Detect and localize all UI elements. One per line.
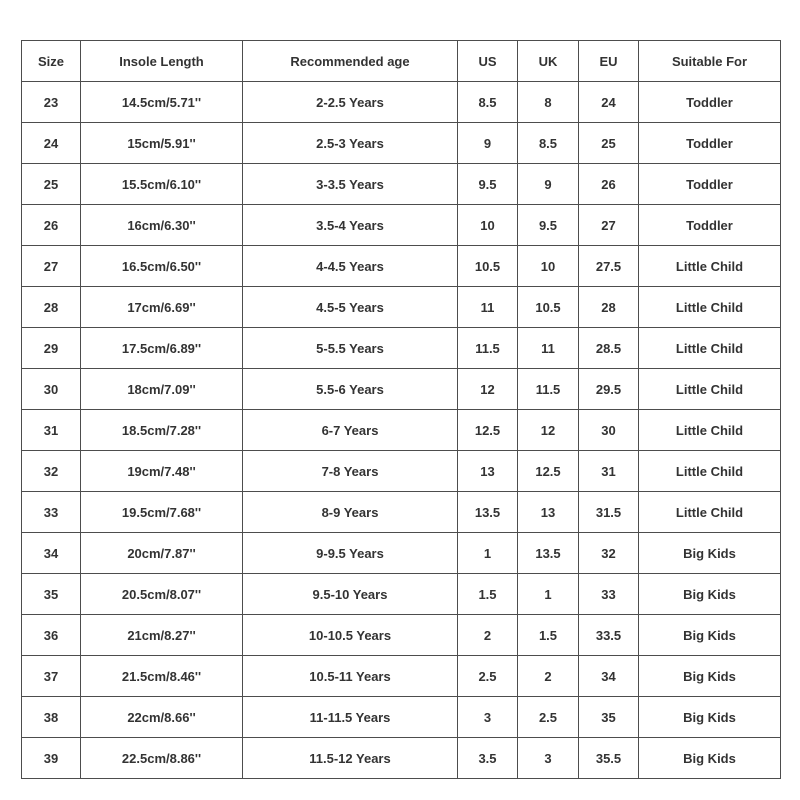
table-row [22, 246, 781, 287]
cell-uk: 8.5 [518, 123, 579, 164]
cell-insole-length: 15.5cm/6.10'' [81, 164, 243, 205]
cell-recommended-age: 9.5-10 Years [243, 574, 458, 615]
cell-us: 1 [458, 533, 518, 574]
cell-recommended-age: 2.5-3 Years [243, 123, 458, 164]
column-header-suitable-for: Suitable For [639, 41, 781, 82]
table-row [22, 205, 781, 246]
cell-recommended-age: 4-4.5 Years [243, 246, 458, 287]
cell-insole-length: 19cm/7.48'' [81, 451, 243, 492]
table-body [22, 82, 781, 779]
cell-size: 34 [22, 533, 81, 574]
cell-size: 26 [22, 205, 81, 246]
cell-recommended-age: 10-10.5 Years [243, 615, 458, 656]
cell-us: 11.5 [458, 328, 518, 369]
cell-insole-length: 15cm/5.91'' [81, 123, 243, 164]
cell-eu: 30 [579, 410, 639, 451]
cell-size: 38 [22, 697, 81, 738]
cell-eu: 31 [579, 451, 639, 492]
cell-insole-length: 14.5cm/5.71'' [81, 82, 243, 123]
cell-insole-length: 18.5cm/7.28'' [81, 410, 243, 451]
cell-size: 32 [22, 451, 81, 492]
cell-us: 1.5 [458, 574, 518, 615]
cell-recommended-age: 4.5-5 Years [243, 287, 458, 328]
table-row [22, 574, 781, 615]
cell-eu: 31.5 [579, 492, 639, 533]
table-row [22, 451, 781, 492]
column-header-us: US [458, 41, 518, 82]
cell-recommended-age: 9-9.5 Years [243, 533, 458, 574]
cell-recommended-age: 8-9 Years [243, 492, 458, 533]
cell-insole-length: 16cm/6.30'' [81, 205, 243, 246]
table-row [22, 123, 781, 164]
cell-suitable-for: Toddler [639, 164, 781, 205]
cell-eu: 34 [579, 656, 639, 697]
cell-suitable-for: Big Kids [639, 656, 781, 697]
table-row [22, 533, 781, 574]
cell-size: 39 [22, 738, 81, 779]
table-row [22, 328, 781, 369]
cell-size: 37 [22, 656, 81, 697]
cell-recommended-age: 7-8 Years [243, 451, 458, 492]
cell-suitable-for: Toddler [639, 123, 781, 164]
column-header-insole-length: Insole Length [81, 41, 243, 82]
cell-uk: 9.5 [518, 205, 579, 246]
cell-suitable-for: Toddler [639, 82, 781, 123]
table-row [22, 410, 781, 451]
cell-size: 23 [22, 82, 81, 123]
cell-eu: 24 [579, 82, 639, 123]
cell-eu: 35.5 [579, 738, 639, 779]
cell-insole-length: 20cm/7.87'' [81, 533, 243, 574]
cell-uk: 2 [518, 656, 579, 697]
cell-insole-length: 19.5cm/7.68'' [81, 492, 243, 533]
cell-us: 13.5 [458, 492, 518, 533]
cell-suitable-for: Big Kids [639, 738, 781, 779]
table-row [22, 492, 781, 533]
cell-eu: 33 [579, 574, 639, 615]
cell-recommended-age: 11-11.5 Years [243, 697, 458, 738]
cell-us: 11 [458, 287, 518, 328]
cell-eu: 29.5 [579, 369, 639, 410]
cell-us: 13 [458, 451, 518, 492]
cell-size: 36 [22, 615, 81, 656]
cell-recommended-age: 2-2.5 Years [243, 82, 458, 123]
cell-suitable-for: Little Child [639, 287, 781, 328]
cell-suitable-for: Little Child [639, 246, 781, 287]
cell-us: 12.5 [458, 410, 518, 451]
table-header [22, 41, 781, 82]
cell-recommended-age: 6-7 Years [243, 410, 458, 451]
table-row [22, 656, 781, 697]
cell-insole-length: 20.5cm/8.07'' [81, 574, 243, 615]
cell-insole-length: 21.5cm/8.46'' [81, 656, 243, 697]
cell-us: 9 [458, 123, 518, 164]
cell-uk: 2.5 [518, 697, 579, 738]
cell-uk: 11.5 [518, 369, 579, 410]
cell-uk: 13 [518, 492, 579, 533]
cell-recommended-age: 5.5-6 Years [243, 369, 458, 410]
cell-recommended-age: 3.5-4 Years [243, 205, 458, 246]
cell-size: 31 [22, 410, 81, 451]
cell-us: 10.5 [458, 246, 518, 287]
table-row [22, 287, 781, 328]
cell-recommended-age: 3-3.5 Years [243, 164, 458, 205]
cell-uk: 1.5 [518, 615, 579, 656]
cell-us: 3 [458, 697, 518, 738]
cell-insole-length: 22cm/8.66'' [81, 697, 243, 738]
table-row [22, 697, 781, 738]
cell-us: 9.5 [458, 164, 518, 205]
column-header-recommended-age: Recommended age [243, 41, 458, 82]
cell-uk: 12 [518, 410, 579, 451]
cell-recommended-age: 11.5-12 Years [243, 738, 458, 779]
cell-uk: 9 [518, 164, 579, 205]
column-header-size: Size [22, 41, 81, 82]
cell-size: 27 [22, 246, 81, 287]
cell-eu: 27 [579, 205, 639, 246]
cell-insole-length: 21cm/8.27'' [81, 615, 243, 656]
cell-size: 30 [22, 369, 81, 410]
cell-uk: 1 [518, 574, 579, 615]
cell-size: 35 [22, 574, 81, 615]
cell-us: 10 [458, 205, 518, 246]
cell-insole-length: 16.5cm/6.50'' [81, 246, 243, 287]
cell-uk: 12.5 [518, 451, 579, 492]
shoe-size-chart-table [21, 40, 781, 779]
cell-suitable-for: Little Child [639, 369, 781, 410]
cell-eu: 26 [579, 164, 639, 205]
cell-us: 12 [458, 369, 518, 410]
cell-eu: 28 [579, 287, 639, 328]
cell-size: 28 [22, 287, 81, 328]
cell-suitable-for: Little Child [639, 410, 781, 451]
cell-suitable-for: Little Child [639, 492, 781, 533]
table-row [22, 615, 781, 656]
column-header-uk: UK [518, 41, 579, 82]
table-row [22, 82, 781, 123]
table-row [22, 369, 781, 410]
header-row [22, 41, 781, 82]
cell-suitable-for: Little Child [639, 451, 781, 492]
cell-uk: 11 [518, 328, 579, 369]
cell-insole-length: 17cm/6.69'' [81, 287, 243, 328]
cell-eu: 25 [579, 123, 639, 164]
cell-us: 3.5 [458, 738, 518, 779]
cell-insole-length: 18cm/7.09'' [81, 369, 243, 410]
cell-uk: 10.5 [518, 287, 579, 328]
cell-uk: 8 [518, 82, 579, 123]
cell-size: 33 [22, 492, 81, 533]
column-header-eu: EU [579, 41, 639, 82]
cell-eu: 32 [579, 533, 639, 574]
cell-uk: 10 [518, 246, 579, 287]
cell-us: 8.5 [458, 82, 518, 123]
cell-suitable-for: Big Kids [639, 697, 781, 738]
cell-eu: 28.5 [579, 328, 639, 369]
cell-insole-length: 22.5cm/8.86'' [81, 738, 243, 779]
cell-uk: 13.5 [518, 533, 579, 574]
table-row [22, 164, 781, 205]
cell-us: 2 [458, 615, 518, 656]
cell-recommended-age: 10.5-11 Years [243, 656, 458, 697]
cell-eu: 35 [579, 697, 639, 738]
cell-eu: 33.5 [579, 615, 639, 656]
cell-us: 2.5 [458, 656, 518, 697]
cell-suitable-for: Big Kids [639, 533, 781, 574]
cell-eu: 27.5 [579, 246, 639, 287]
cell-suitable-for: Toddler [639, 205, 781, 246]
cell-suitable-for: Big Kids [639, 615, 781, 656]
table-row [22, 738, 781, 779]
cell-suitable-for: Big Kids [639, 574, 781, 615]
cell-recommended-age: 5-5.5 Years [243, 328, 458, 369]
cell-size: 24 [22, 123, 81, 164]
cell-insole-length: 17.5cm/6.89'' [81, 328, 243, 369]
cell-size: 29 [22, 328, 81, 369]
cell-size: 25 [22, 164, 81, 205]
cell-uk: 3 [518, 738, 579, 779]
cell-suitable-for: Little Child [639, 328, 781, 369]
